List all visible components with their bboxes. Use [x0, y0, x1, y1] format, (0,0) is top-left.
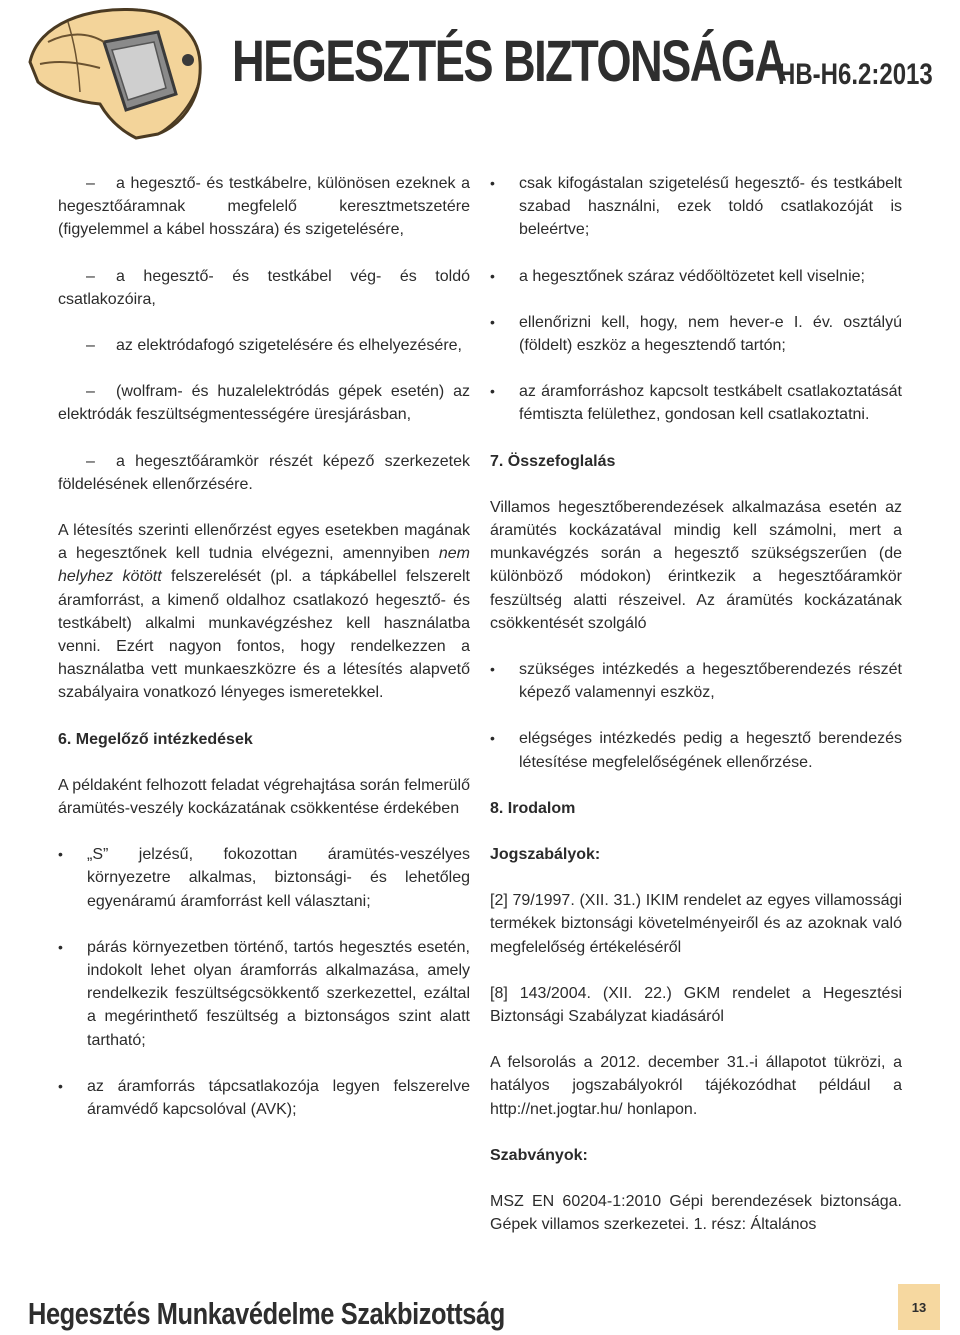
list-item: – a hegesztő- és testkábel vég- és toldó csatlakozóira,	[58, 267, 470, 308]
reference: [8] 143/2004. (XII. 22.) GKM rendelet a Hegesztési Biztonsági Szabályzat kiadásáról	[490, 984, 902, 1026]
welding-helmet-icon	[8, 2, 208, 142]
list-item: • szükséges intézkedés a hegesztőberendezés részét képező valamennyi eszköz,	[490, 661, 902, 702]
list-item: – a hegesztőáramkör részét képező szerkezetek földelésének ellenőrzésére.	[58, 452, 470, 493]
page-number: 13	[898, 1284, 940, 1330]
reference: MSZ EN 60204-1:2010 Gépi berendezések biztonsága. Gépek villamos szerkezetei. 1. rész: Általános	[490, 1193, 902, 1234]
footer-organization: Hegesztés Munkavédelme Szakbizottság	[28, 1296, 505, 1331]
paragraph: A létesítés szerinti ellenőrzést egyes esetekben magának a hegesztőnek kell tudnia elvégezni, amennyiben nem helyhez kötött felszerelését (pl. a tápkábellel felszerelt áramforrást, a kimenő oldalhoz csatlakozó hegesztő- és testkábelt) alkalmi munkavégzéshez kell használatba venni. Ezért nagyon fontos, hogy rendelkezzen a használatba vett munkaeszközre és a létesítés alapvető szabályaira vonatkozó lényeges ismeretekkel.	[58, 522, 470, 702]
paragraph: A példaként felhozott feladat végrehajtása során felmerülő áramütés-veszély kockázatának csökkentése érdekében	[58, 776, 470, 818]
section-heading: 8. Irodalom	[490, 799, 576, 817]
left-column	[58, 172, 470, 1121]
list-item: – a hegesztő- és testkábelre, különösen ezeknek a hegesztőáramnak megfelelő keresztmetszetére (figyelemmel a kábel hosszára) és szigetelésére,	[58, 175, 470, 239]
list-item: • ellenőrizni kell, hogy, nem hever-e I. év. osztályú (földelt) eszköz a hegesztendő tartón;	[490, 313, 902, 355]
list-item: • az áramforrás tápcsatlakozója legyen felszerelve áramvédő kapcsolóval (AVK);	[58, 1077, 470, 1119]
list-item: • párás környezetben történő, tartós hegesztés esetén, indokolt lehet olyan áramforrás alkalmazása, amely rendelkezik feszültségcsökkentő szerkezettel, ezáltal a megérinthető feszültség a biztonságos szint alatt tartható;	[58, 938, 470, 1049]
document-code: HB-H6.2:2013	[778, 58, 933, 91]
section-heading: 7. Összefoglalás	[490, 452, 616, 470]
paragraph: A felsorolás a 2012. december 31.-i állapotot tükrözi, a hatályos jogszabályokról tájékozódhat például a http://net.jogtar.hu/ honlapon.	[490, 1054, 902, 1118]
right-column	[490, 172, 902, 1237]
list-item: • az áramforráshoz kapcsolt testkábelt csatlakoztatását fémtiszta felülethez, gondosan kell csatlakoztatni.	[490, 383, 902, 424]
list-item: • „S” jelzésű, fokozottan áramütés-veszélyes környezetre alkalmas, biztonsági- és lehetőleg egyenáramú áramforrást kell választani;	[58, 846, 470, 910]
reference: [2] 79/1997. (XII. 31.) IKIM rendelet az egyes villamossági termékek biztonsági követelményeiről és az azoknak való megfelelőség értékeléséről	[490, 892, 902, 956]
list-item: • a hegesztőnek száraz védőöltözetet kell viselnie;	[490, 267, 865, 285]
subheading: Szabványok:	[490, 1146, 588, 1164]
paragraph: Villamos hegesztőberendezések alkalmazása esetén az áramütés kockázatával mindig kell számolni, mert a munkavégzés során a hegesztő szükségszerűen (de különböző módokon) érintkezik a hegesztőáramkör feszültség alatti részeivel. Az áramütés kockázatának csökkentését szolgáló	[490, 498, 902, 632]
list-item: • elégséges intézkedés pedig a hegesztő berendezés létesítése megfelelőségének ellenőrzése.	[490, 730, 902, 771]
subheading: Jogszabályok:	[490, 846, 601, 864]
section-heading: 6. Megelőző intézkedések	[58, 730, 253, 748]
list-item: – (wolfram- és huzalelektródás gépek esetén) az elektródák feszültségmentességére üresjárásban,	[58, 383, 470, 424]
list-item: – az elektródafogó szigetelésére és elhelyezésére,	[86, 337, 462, 355]
list-item: • csak kifogástalan szigetelésű hegesztő- és testkábelt szabad használni, ezek toldó csatlakozóját is beleértve;	[490, 175, 902, 239]
page-title: HEGESZTÉS BIZTONSÁGA	[232, 29, 786, 94]
